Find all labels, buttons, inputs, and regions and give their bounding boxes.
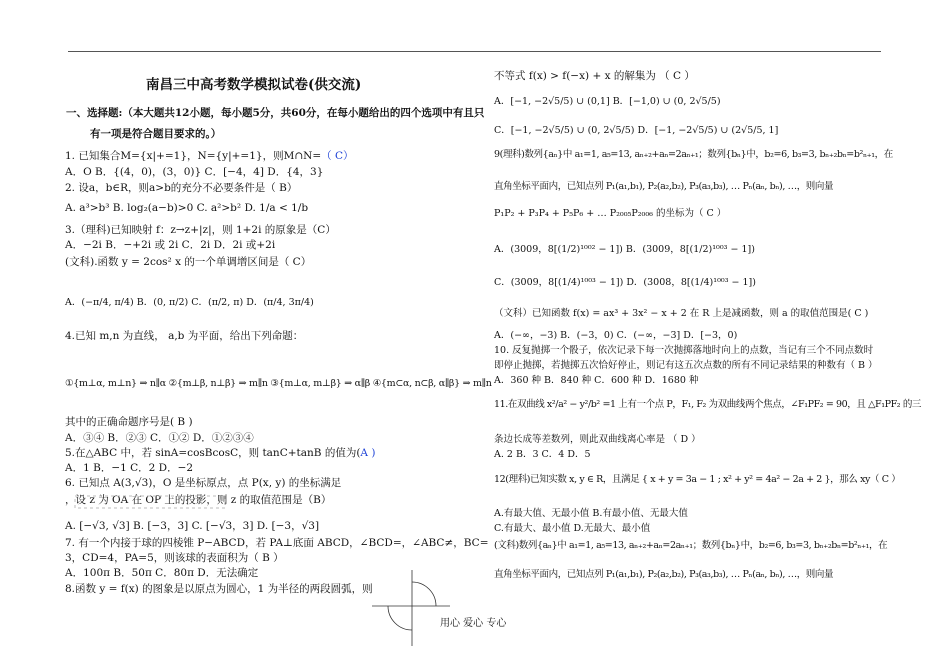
- right-line: C．[−1, −2√5/5) ∪ (0, 2√5/5) D．[−1, −2√5/5) ∪ (2√5/5, 1]: [494, 125, 779, 136]
- right-line: 即停止抛掷，若抛掷五次恰好停止，则记有这五次点数的所有不同记录结果的种数有（ B ）: [494, 360, 878, 371]
- left-line: A．100π B．50π C．80π D．无法确定: [65, 567, 259, 579]
- left-line: 2. 设a，b∈R，则a>b的充分不必要条件是（ B）: [65, 182, 298, 194]
- right-line: 9(理科)数列{aₙ}中 a₁=1, a₅=13, aₙ₊₂+aₙ=2aₙ₊₁；数列{bₙ}中，b₂=6, b₃=3, bₙ₊₂bₙ=b²ₙ₊₁，在: [494, 149, 893, 160]
- right-line: A．(3009，8[(1/2)¹⁰⁰² − 1]) B．(3009，8[(1/2)¹⁰⁰³ − 1]): [494, 244, 755, 255]
- left-line: 5.在△ABC 中，若 sinA=cosBcosC，则 tanC+tanB 的值为(A ): [65, 447, 376, 459]
- section-heading-cont: 有一项是符合题目要求的。）: [90, 128, 222, 140]
- right-line: 直角坐标平面内，已知点列 P₁(a₁,b₁), P₂(a₂,b₂), P₃(a₃,b₃), … Pₙ(aₙ, bₙ), …，则向量: [494, 569, 834, 580]
- left-line: 1. 已知集合M={x|+=1}，N={y|+=1}，则M∩N=（ C）: [65, 150, 354, 162]
- left-line: 6. 已知点 A(3,√3)，O 是坐标原点，点 P(x, y) 的坐标满足: [65, 477, 342, 489]
- arc-graph-figure: [372, 568, 452, 648]
- right-line: （文科）已知函数 f(x) = ax³ + 3x² − x + 2 在 R 上是减函数，则 a 的取值范围是( C ): [494, 308, 869, 319]
- left-line: (文科).函数 y = 2cos² x 的一个单调增区间是（ C）: [65, 256, 312, 268]
- page-footer: 用心 爱心 专心: [440, 618, 507, 629]
- right-line: A．[−1, −2√5/5) ∪ (0,1] B．[−1,0) ∪ (0, 2√5/5): [494, 96, 721, 107]
- left-line: A．1 B．−1 C．2 D．−2: [65, 462, 194, 474]
- right-line: 不等式 f(x) > f(−x) + x 的解集为 （ C ）: [494, 70, 695, 82]
- right-line: (文科)数列{aₙ}中 a₁=1, a₅=13, aₙ₊₂+aₙ=2aₙ₊₁；数列{bₙ}中，b₂=6, b₃=3, bₙ₊₂bₙ=b²ₙ₊₁，在: [494, 540, 888, 551]
- right-line: 10. 反复抛掷一个骰子，依次记录下每一次抛掷落地时向上的点数，当记有三个不同点数时: [494, 345, 874, 356]
- left-line: ，设 z 为 OA 在 OP 上的投影，则 z 的取值范围是（B）: [65, 494, 332, 506]
- right-line: C.有最大、最小值 D.无最大、最小值: [494, 523, 651, 534]
- right-line: 11.在双曲线 x²/a² − y²/b² =1 上有一个点 P，F₁, F₂ 为双曲线两个焦点，∠F₁PF₂ = 90，且 △F₁PF₂ 的三: [494, 399, 922, 410]
- right-line: C．(3009，8[(1/4)¹⁰⁰³ − 1]) D．(3008，8[(1/4)¹⁰⁰³ − 1]): [494, 277, 756, 288]
- left-line: A．③④ B．②③ C．①② D．①②③④: [65, 432, 254, 444]
- right-line: 条边长成等差数列，则此双曲线离心率是 （ D ）: [494, 434, 701, 445]
- right-line: 12(理科)已知实数 x, y ∈ R，且满足 { x + y = 3a − 1 ; x² + y² = 4a² − 2a + 2 }，那么 xy（ C ）: [494, 474, 901, 485]
- right-line: P₁P₂ + P₃P₄ + P₅P₆ + … P₂₀₀₅P₂₀₀₆ 的坐标为（ C ）: [494, 208, 727, 219]
- left-line: A. a³>b³ B. log₂(a−b)>0 C. a²>b² D. 1/a < 1/b: [65, 202, 309, 214]
- left-line: 7. 有一个内接于球的四棱锥 P−ABCD，若 PA⊥底面 ABCD，∠BCD=，∠ABC≠，BC=: [65, 537, 489, 549]
- top-rule: [68, 51, 881, 52]
- left-line: 3.（理科)已知映射 f：z→z+|z|，则 1+2i 的原象是（C）: [65, 224, 336, 236]
- right-line: A.有最大值、无最小值 B.有最小值、无最大值: [494, 508, 688, 519]
- right-line: A．360 种 B．840 种 C．600 种 D．1680 种: [494, 375, 699, 386]
- left-line: A．O B．{(4，0)，(3，0)} C．[−4，4] D．{4，3}: [65, 166, 324, 178]
- left-line: 4.已知 m,n 为直线， a,b 为平面，给出下列命题：: [65, 330, 304, 342]
- left-line: A．−2i B．−+2i 或 2i C．2i D．2i 或+2i: [65, 239, 276, 251]
- left-line: 其中的正确命题序号是( B ): [65, 416, 193, 428]
- right-line: A. 2 B．3 C．4 D．5: [494, 449, 591, 460]
- left-line: 8.函数 y = f(x) 的图象是以原点为圆心，1 为半径的两段圆弧，则: [65, 583, 373, 595]
- exam-title: 南昌三中高考数学模拟试卷(供交流): [146, 77, 362, 93]
- right-line: A．(−∞，−3) B．(−3，0) C．(−∞，−3] D．[−3，0): [494, 330, 738, 341]
- left-line: ①{m⊥α, m⊥n} ⇒ n∥α ②{m⊥β, n⊥β} ⇒ m∥n ③{m⊥α, m⊥β} ⇒ α∥β ④{m⊂α, n⊂β, α∥β} ⇒ m∥n: [65, 378, 492, 389]
- right-line: 直角坐标平面内，已知点列 P₁(a₁,b₁), P₂(a₂,b₂), P₃(a₃,b₃), … Pₙ(aₙ, bₙ), …，则向量: [494, 181, 834, 192]
- left-line: A．(−π/4, π/4) B．(0, π/2) C．(π/2, π) D．(π/4, 3π/4): [65, 297, 314, 308]
- left-line: 3，CD=4，PA=5，则该球的表面积为（ B ）: [65, 552, 284, 564]
- left-line: A. [−√3, √3] B. [−3，3] C. [−√3，3] D. [−3，√3]: [65, 520, 320, 532]
- section-heading: 一、选择题:（本大题共12小题，每小题5分，共60分，在每小题给出的四个选项中有且只: [66, 107, 485, 119]
- constraint-region-figure: [75, 494, 225, 510]
